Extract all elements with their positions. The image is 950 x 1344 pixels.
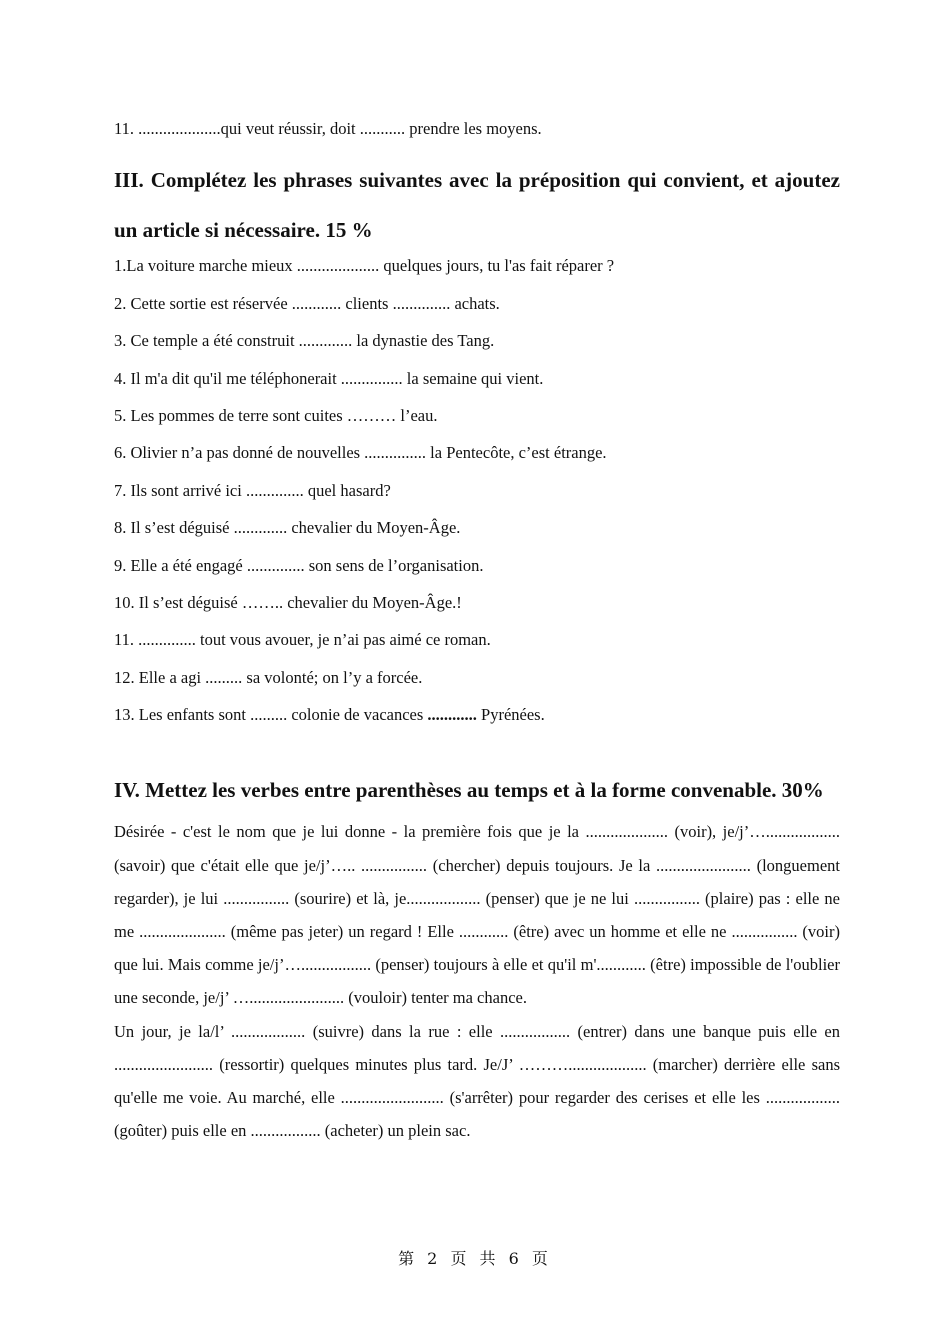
exercise-item: 10. Il s’est déguisé …….. chevalier du Moyen-Âge.! — [114, 592, 462, 612]
item-text: Pyrénées. — [476, 705, 545, 725]
exercise-item: 5. Les pommes de terre sont cuites ……… l’eau. — [114, 405, 438, 425]
exercise-item: 8. Il s’est déguisé ............. chevalier du Moyen-Âge. — [114, 518, 461, 538]
item-text: 13. Les enfants sont ......... colonie de vacances — [114, 705, 428, 725]
page-footer: 第 2 页 共 6 页 — [398, 1249, 552, 1268]
exercise-item: 6. Olivier n’a pas donné de nouvelles ............... la Pentecôte, c’est étrange. — [114, 443, 607, 463]
exercise-item: 3. Ce temple a été construit ............. la dynastie des Tang. — [114, 331, 495, 351]
exercise-item: 11. .............. tout vous avouer, je n’ai pas aimé ce roman. — [114, 630, 491, 650]
exercise-item: 9. Elle a été engagé .............. son sens de l’organisation. — [114, 555, 484, 575]
exercise-paragraph: Désirée - c'est le nom que je lui donne - la première fois que je la .................... (voir), je/j’….................. (savoir) que c'était elle que je/j’….. ................ (chercher) depuis toujours. Je la ....................... (longuement regarder), je lui ................ (sourire) et là, je.................. (penser) que je ne lui ................ (plaire) pas : elle ne me ..................... (même pas jeter) un regard ! Elle ............ (être) avec un homme et elle ne ................ (voir) que lui. Mais comme je/j’…................. (penser) toujours à elle et qu'il m'............ (être) impossible de l'oublier une seconde, je/j’ …....................... (vouloir) tenter ma chance. — [114, 822, 840, 1008]
exercise-item: 2. Cette sortie est réservée ............ clients .............. achats. — [114, 293, 500, 313]
exercise-item: 11. ....................qui veut réussir, doit ........... prendre les moyens. — [114, 119, 542, 138]
exercise-item: 4. Il m'a dit qu'il me téléphonerait ............... la semaine qui vient. — [114, 368, 544, 388]
exercise-item: 12. Elle a agi ......... sa volonté; on l’y a forcée. — [114, 667, 423, 687]
section-heading-iii: III. Complétez les phrases suivantes avec la préposition qui convient, et ajoutez un article si nécessaire. 15 % — [114, 168, 840, 243]
document-page — [114, 118, 840, 1148]
exercise-paragraph: Un jour, je la/l’ .................. (suivre) dans la rue : elle ................. (entrer) dans une banque puis elle en ........................ (ressortir) quelques minutes plus tard. Je/J’ ………................... (marcher) derrière elle sans qu'elle me voie. Au marché, elle ......................... (s'arrêter) pour regarder des cerises et elle les .................. (goûter) puis elle en ................. (acheter) un plein sac. — [114, 1021, 840, 1141]
exercise-item-13 — [114, 704, 840, 741]
exercise-item: 7. Ils sont arrivé ici .............. quel hasard? — [114, 480, 391, 500]
exercise-item: 1.La voiture marche mieux .................... quelques jours, tu l'as fait réparer ? — [114, 256, 615, 276]
section-heading-iv: IV. Mettez les verbes entre parenthèses au temps et à la forme convenable. 30% — [114, 778, 824, 803]
bold-blank: ............ — [427, 705, 477, 725]
